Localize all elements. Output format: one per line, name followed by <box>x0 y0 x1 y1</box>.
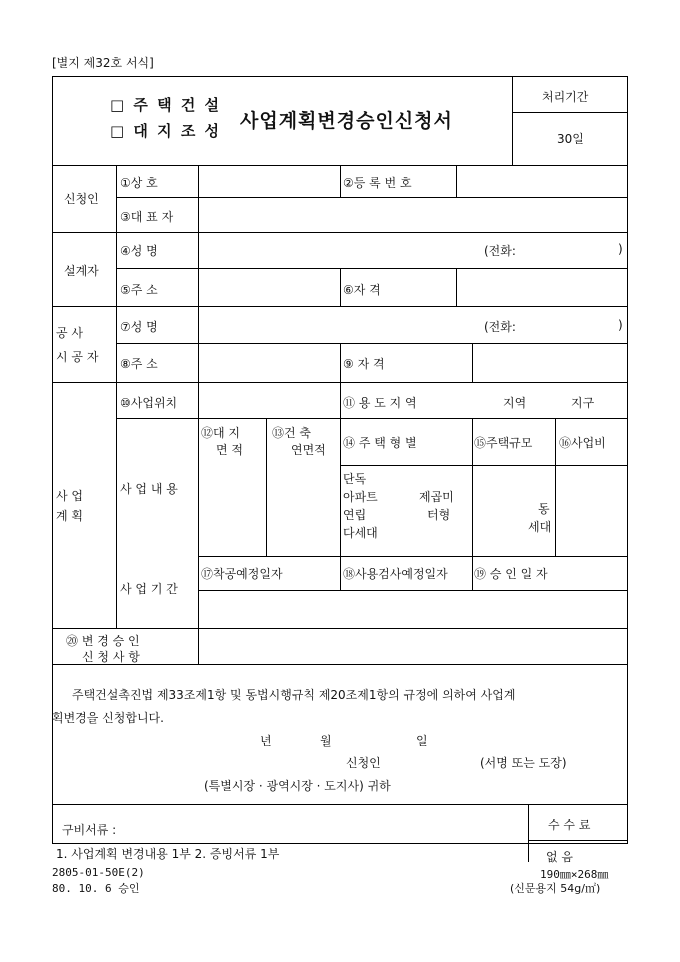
date-month: 월 <box>320 734 332 748</box>
builder-phone-close: ) <box>618 318 623 332</box>
floor-area-label-1: ⑬건 축 <box>272 426 311 440</box>
housing-scale-label: ⑮주택규모 <box>474 436 533 450</box>
construction-start-label: ⑰착공예정일자 <box>201 567 283 581</box>
statement-line2: 획변경을 신청합니다. <box>52 711 164 725</box>
paper-size: 190㎜×268㎜ <box>540 868 609 881</box>
paper-type: (신문용지 54g/㎡) <box>510 882 601 895</box>
form-code: 2805-01-50E(2) <box>52 866 145 879</box>
checkbox-land-development[interactable]: □ 대 지 조 성 <box>110 122 222 140</box>
project-content-label: 사 업 내 용 <box>120 482 178 496</box>
house-type-label: ⑭ 주 택 형 별 <box>343 436 417 450</box>
designer-address-label: ⑤주 소 <box>120 283 158 297</box>
sqm-type-label-1: 제곱미 <box>419 490 454 504</box>
fee-value: 없 음 <box>546 850 573 864</box>
approval-date-label: ⑲ 승 인 일 자 <box>474 567 548 581</box>
registration-number-label: ②등 록 번 호 <box>343 176 412 190</box>
required-documents-label: 구비서류 : <box>62 823 117 837</box>
form-title: 사업계획변경승인신청서 <box>240 110 453 132</box>
date-day: 일 <box>416 734 428 748</box>
plan-group-line1: 사 업 <box>56 489 83 503</box>
builder-group-line2: 시 공 자 <box>56 350 99 364</box>
zoning-district-unit: 지구 <box>571 396 595 410</box>
change-request-line2: 신 청 사 항 <box>82 650 140 664</box>
processing-period-label: 처리기간 <box>542 90 589 104</box>
plan-group-line2: 계 획 <box>56 509 83 523</box>
unit-building: 동 <box>538 502 550 516</box>
builder-group-line1: 공 사 <box>56 326 83 340</box>
house-type-multiplex: 다세대 <box>343 526 378 540</box>
use-inspection-label: ⑱사용검사예정일자 <box>343 567 448 581</box>
designer-phone-label: (전화: <box>484 244 516 258</box>
change-request-line1: ⑳ 변 경 승 인 <box>66 634 140 648</box>
zoning-area-unit: 지역 <box>503 396 527 410</box>
statement-line1: 주택건설촉진법 제33조제1항 및 동법시행규칙 제20조제1항의 규정에 의하여 사업계 <box>72 688 516 702</box>
approval-date-note: 80. 10. 6 승인 <box>52 882 140 895</box>
form-reference: [별지 제32호 서식] <box>52 56 154 70</box>
project-period-label: 사 업 기 간 <box>120 582 178 596</box>
date-year: 년 <box>260 734 272 748</box>
required-documents-items: 1. 사업계획 변경내용 1부 2. 증빙서류 1부 <box>56 847 280 861</box>
project-location-label: ⑩사업위치 <box>120 396 178 410</box>
recipient-line: (특별시장 · 광역시장 · 도지사) 귀하 <box>204 779 391 793</box>
land-area-label-2: 면 적 <box>216 443 243 457</box>
floor-area-label-2: 연면적 <box>291 443 326 457</box>
designer-group-label: 설계자 <box>64 264 99 278</box>
signature-hint: (서명 또는 도장) <box>480 756 567 770</box>
representative-label: ③대 표 자 <box>120 210 174 224</box>
zoning-label: ⑪ 용 도 지 역 <box>343 396 417 410</box>
designer-name-label: ④성 명 <box>120 244 158 258</box>
house-type-apartment: 아파트 <box>343 490 378 504</box>
signature-applicant-label: 신청인 <box>346 756 381 770</box>
fee-label: 수 수 료 <box>548 818 591 832</box>
builder-name-label: ⑦성 명 <box>120 320 158 334</box>
unit-households: 세대 <box>528 520 552 534</box>
processing-period-value: 30일 <box>557 132 584 146</box>
sqm-type-label-2: 터형 <box>427 508 451 522</box>
house-type-rowhouse: 연립 <box>343 508 367 522</box>
designer-phone-close: ) <box>618 242 623 256</box>
builder-phone-label: (전화: <box>484 320 516 334</box>
project-cost-label: ⑯사업비 <box>559 436 606 450</box>
builder-address-label: ⑧주 소 <box>120 357 158 371</box>
builder-qualification-label: ⑨ 자 격 <box>343 357 385 371</box>
house-type-detached: 단독 <box>343 472 367 486</box>
business-name-label: ①상 호 <box>120 176 158 190</box>
land-area-label-1: ⑫대 지 <box>201 426 240 440</box>
applicant-group-label: 신청인 <box>64 192 99 206</box>
checkbox-housing-construction[interactable]: □ 주 택 건 설 <box>110 96 222 114</box>
house-type-list <box>343 470 378 542</box>
designer-qualification-label: ⑥자 격 <box>343 283 381 297</box>
